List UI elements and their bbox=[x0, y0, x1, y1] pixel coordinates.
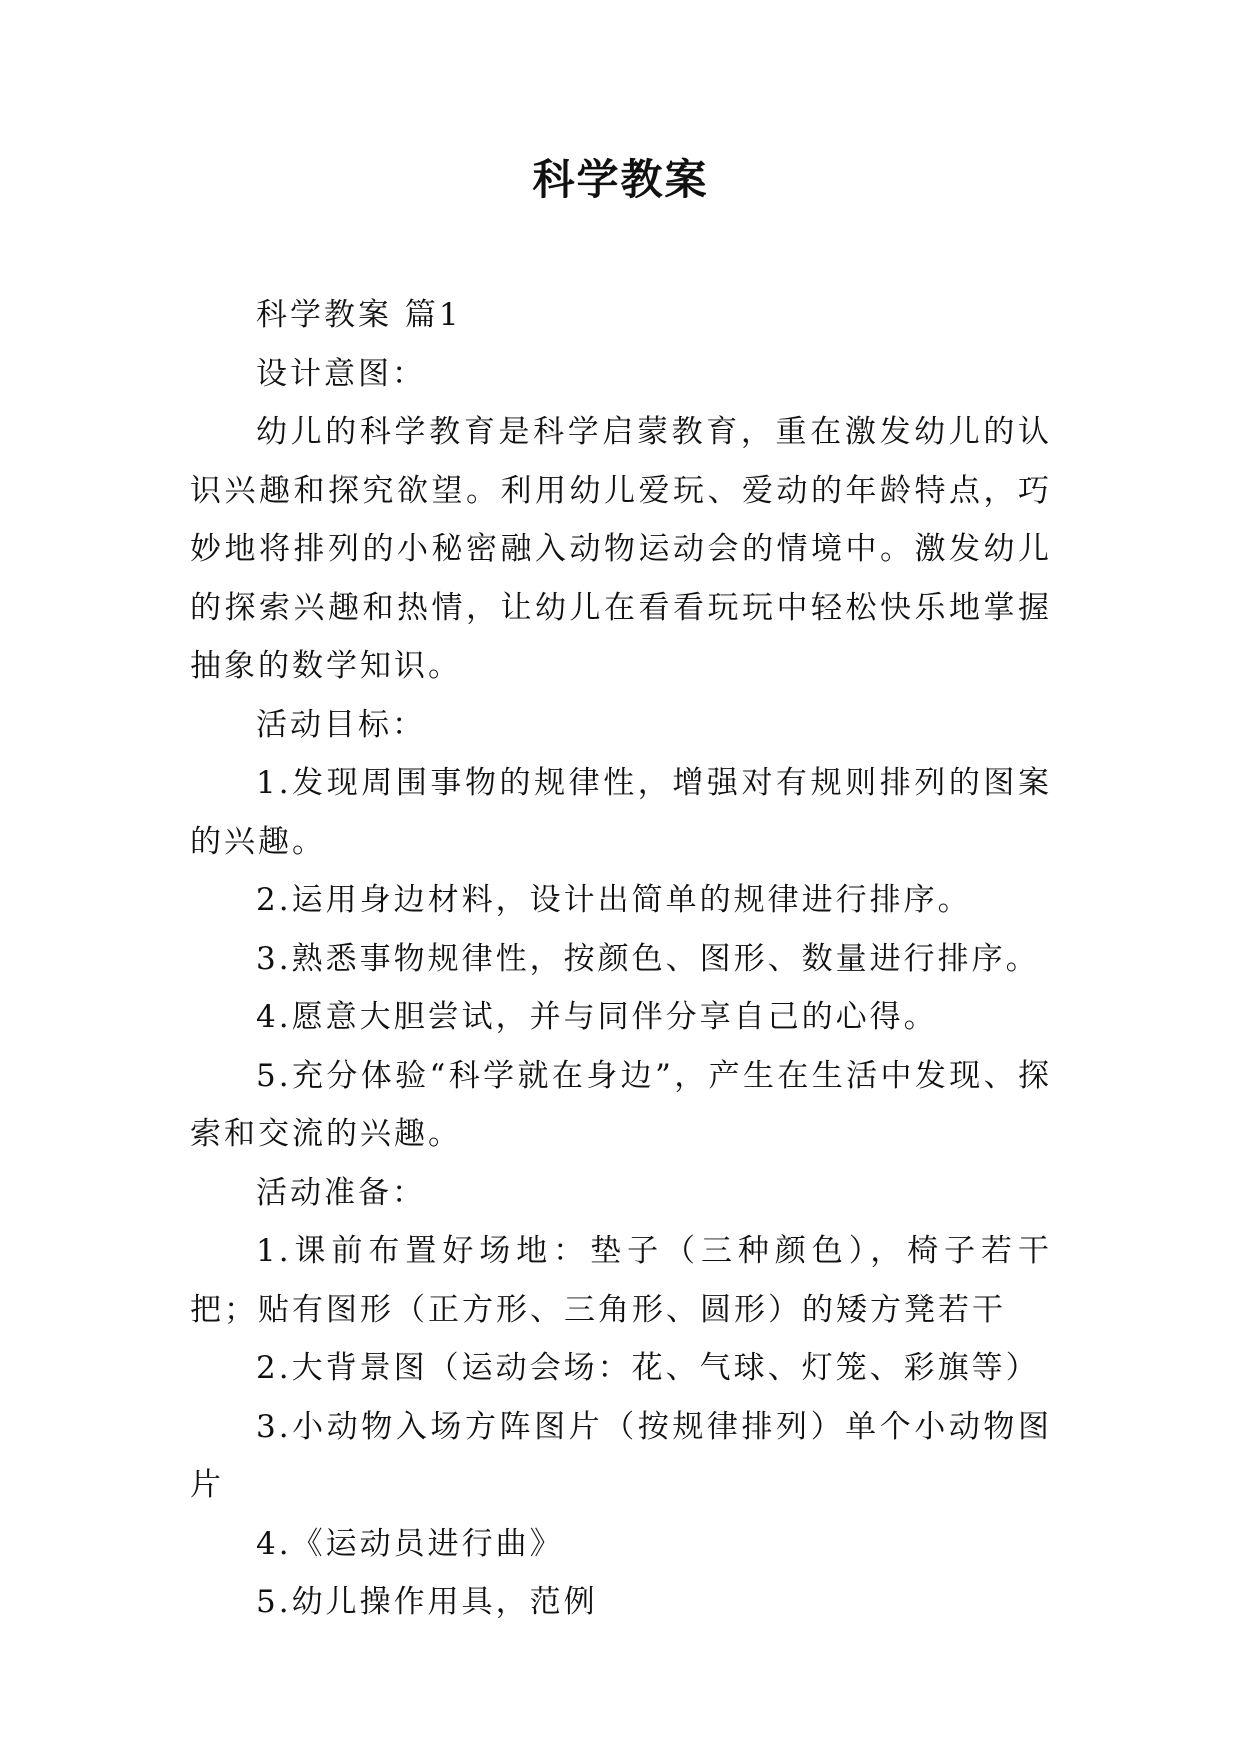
preparation-item-4: 4.《运动员进行曲》 bbox=[256, 1525, 564, 1562]
heading-activity-preparation: 活动准备： bbox=[256, 1174, 426, 1211]
document-title: 科学教案 bbox=[532, 155, 709, 204]
preparation-item-3: 3.小动物入场方阵图片（按规律排列）单个小动物图片 bbox=[190, 1408, 1052, 1503]
preparation-item-2: 2.大背景图（运动会场：花、气球、灯笼、彩旗等） bbox=[256, 1350, 1040, 1386]
heading-design-intent: 设计意图： bbox=[256, 355, 426, 392]
paragraph-design-intent: 幼儿的科学教育是科学启蒙教育，重在激发幼儿的认识兴趣和探究欲望。利用幼儿爱玩、爱动的年龄特点，巧妙地将排列的小秘密融入动物运动会的情境中。激发幼儿的探索兴趣和热情，让幼儿在看看玩玩中轻松快乐地掌握抽象的数学知识。 bbox=[190, 414, 1052, 684]
goal-item-1: 1.发现周围事物的规律性，增强对有规则排列的图案的兴趣。 bbox=[190, 765, 1052, 860]
preparation-item-1: 1.课前布置好场地：垫子（三种颜色），椅子若干把；贴有图形（正方形、三角形、圆形）的矮方凳若干 bbox=[190, 1233, 1052, 1328]
goal-item-5: 5.充分体验“科学就在身边”，产生在生活中发现、探索和交流的兴趣。 bbox=[190, 1057, 1052, 1152]
preparation-item-5: 5.幼儿操作用具，范例 bbox=[256, 1584, 598, 1620]
goal-item-4: 4.愿意大胆尝试，并与同伴分享自己的心得。 bbox=[256, 999, 938, 1035]
goal-item-2: 2.运用身边材料，设计出简单的规律进行排序。 bbox=[256, 882, 972, 918]
goal-item-3: 3.熟悉事物规律性，按颜色、图形、数量进行排序。 bbox=[256, 940, 1040, 977]
section-heading-part1: 科学教案 篇1 bbox=[256, 297, 462, 333]
heading-activity-goals: 活动目标： bbox=[256, 706, 426, 743]
document-body bbox=[190, 286, 1052, 1632]
